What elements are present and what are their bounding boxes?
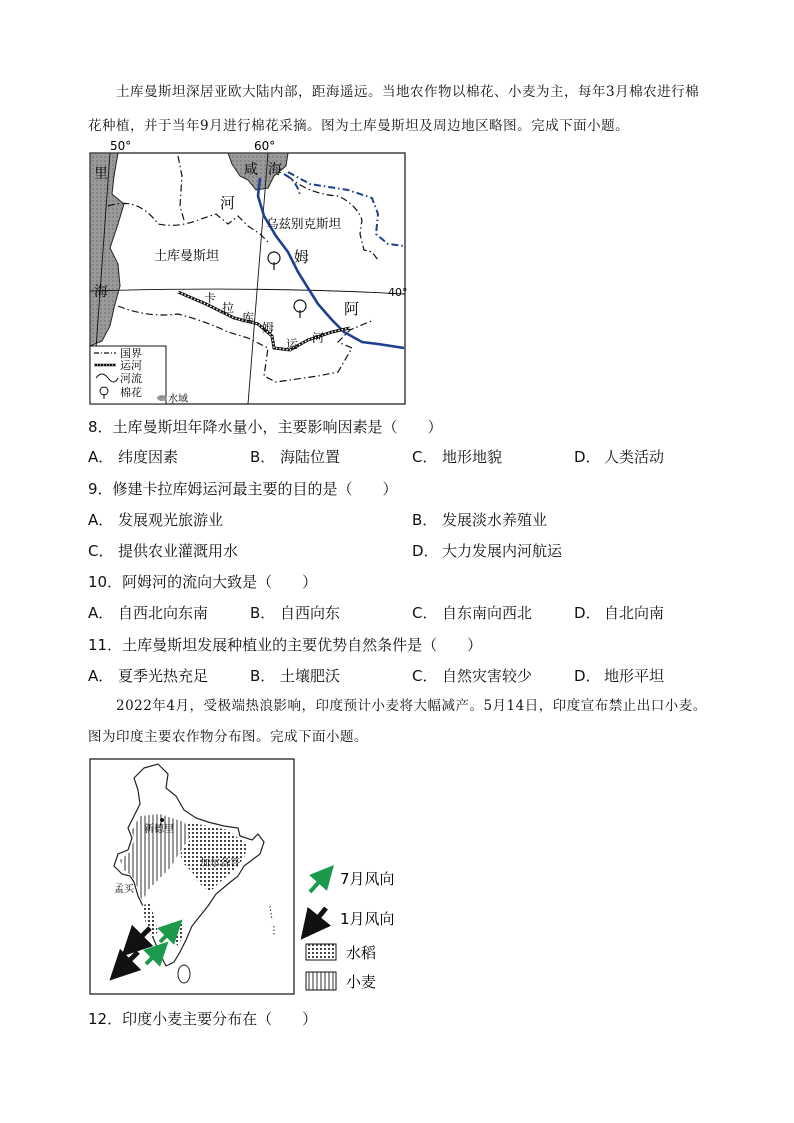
label-turkmenistan: 土库曼斯坦	[154, 249, 220, 264]
label-canal-1: 卡	[204, 291, 217, 305]
q12-stem: 12．印度小麦主要分布在（ ）	[88, 1010, 318, 1028]
q10-option-a[interactable]: A． 自西北向东南	[88, 604, 209, 622]
q9-option-d[interactable]: D． 大力发展内河航运	[412, 542, 563, 560]
label-lat40: 40°	[388, 286, 408, 299]
q11-stem: 11．土库曼斯坦发展种植业的主要优势自然条件是（ ）	[88, 636, 483, 654]
q10-option-c[interactable]: C． 自东南向西北	[412, 604, 533, 622]
label-mu: 姆	[294, 248, 310, 266]
q11-option-d[interactable]: D． 地形平坦	[574, 667, 665, 685]
label-lon50: 50°	[110, 139, 132, 153]
intro2-line-1: 2022年4月，受极端热浪影响，印度预计小麦将大幅减产。5月14日，印度宣布禁止出口小麦。	[116, 698, 707, 714]
sri-lanka	[178, 965, 190, 983]
legend-wheat: 小麦	[346, 973, 377, 991]
label-kolkata: 加尔各答	[200, 858, 240, 869]
label-he: 河	[220, 194, 236, 212]
legend-river: 河流	[120, 372, 142, 385]
label-a: 阿	[344, 300, 360, 318]
label-xian: 咸	[244, 162, 258, 178]
label-canal-5: 运	[286, 337, 299, 351]
q10-option-d[interactable]: D． 自北向南	[574, 604, 665, 622]
intro2-line-2: 图为印度主要农作物分布图。完成下面小题。	[88, 729, 368, 745]
label-mumbai: 孟买	[114, 884, 134, 895]
q11-option-a[interactable]: A． 夏季光热充足	[88, 667, 209, 685]
label-lon60: 60°	[254, 139, 276, 153]
label-caspian-hai: 海	[94, 284, 108, 300]
legend-canal: 运河	[120, 359, 142, 372]
q11-option-c[interactable]: C． 自然灾害较少	[412, 667, 533, 685]
jan-legend-arrow	[310, 908, 326, 928]
q9-option-b[interactable]: B． 发展淡水养殖业	[412, 511, 548, 529]
label-canal-3: 库	[242, 311, 255, 325]
july-legend-arrow	[310, 874, 326, 892]
legend-rice-swatch	[306, 944, 336, 960]
q8-option-b[interactable]: B． 海陆位置	[250, 448, 341, 466]
q9-option-a[interactable]: A． 发展观光旅游业	[88, 511, 224, 529]
legend-border: 国界	[120, 347, 142, 360]
label-li: 里	[94, 166, 108, 182]
label-uzbekistan: 乌兹别克斯坦	[266, 216, 342, 231]
q11-option-b[interactable]: B． 土壤肥沃	[250, 667, 341, 685]
q8-option-c[interactable]: C． 地形地貌	[412, 448, 503, 466]
label-delhi: 新德里	[144, 824, 174, 835]
legend-july: 7月风向	[340, 870, 395, 888]
legend-jan: 1月风向	[340, 910, 395, 928]
q8-stem: 8．土库曼斯坦年降水量小，主要影响因素是（ ）	[88, 418, 443, 436]
q9-stem: 9．修建卡拉库姆运河最主要的目的是（ ）	[88, 480, 398, 498]
label-canal-4: 姆	[262, 321, 275, 335]
intro-line-2: 花种植，并于当年9月进行棉花采摘。图为土库曼斯坦及周边地区略图。完成下面小题。	[88, 118, 630, 134]
q10-stem: 10．阿姆河的流向大致是（ ）	[88, 573, 318, 591]
label-aral-hai: 海	[268, 162, 282, 178]
label-canal-2: 拉	[222, 301, 235, 315]
legend-rice: 水稻	[346, 944, 377, 962]
legend-wheat-swatch	[306, 972, 336, 990]
india-map	[88, 756, 408, 996]
intro-line-1: 土库曼斯坦深居亚欧大陆内部，距海遥远。当地农作物以棉花、小麦为主，每年3月棉农进行棉	[116, 84, 700, 100]
legend-water: 水域	[168, 394, 188, 405]
q8-option-a[interactable]: A． 纬度因素	[88, 448, 179, 466]
q10-option-b[interactable]: B． 自西向东	[250, 604, 341, 622]
label-canal-6: 河	[312, 331, 325, 345]
q9-option-c[interactable]: C． 提供农业灌溉用水	[88, 542, 239, 560]
q8-option-d[interactable]: D． 人类活动	[574, 448, 665, 466]
legend-cotton: 棉花	[120, 386, 142, 399]
turkmenistan-map	[88, 136, 408, 406]
